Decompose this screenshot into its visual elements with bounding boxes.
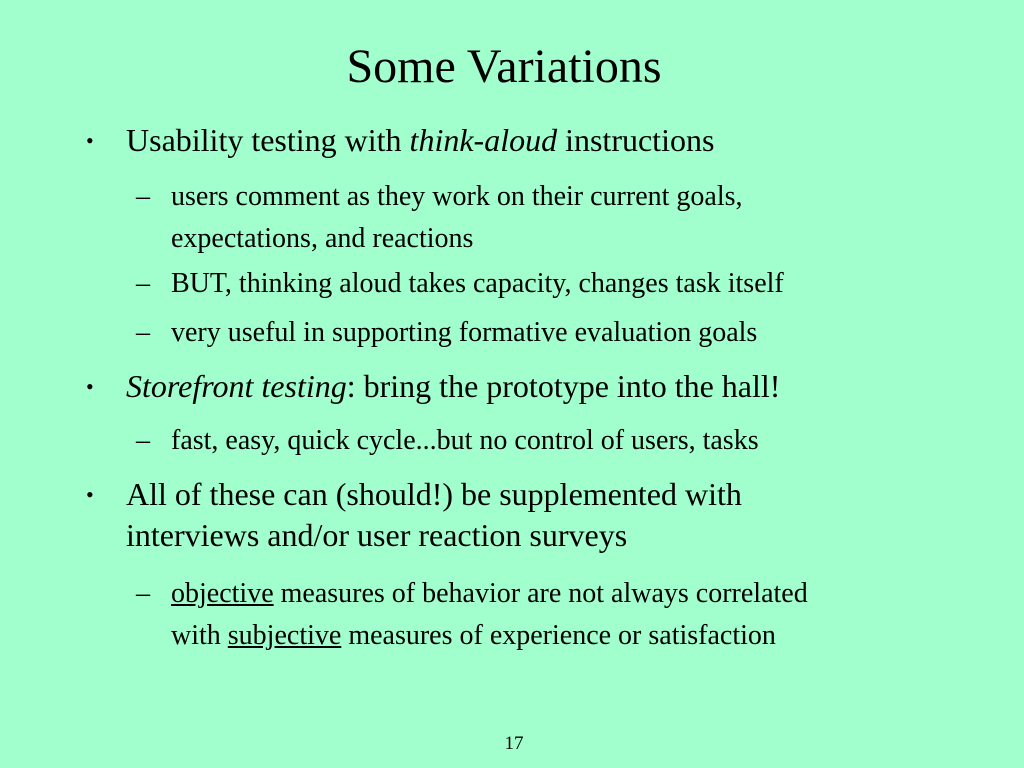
dash-icon: –: [136, 268, 150, 299]
slide-title: Some Variations: [346, 40, 662, 93]
page-number: 17: [504, 733, 524, 754]
text-line: All of these can (should!) be supplemented with: [126, 476, 742, 512]
text-segment: measures of behavior are not always correlated: [273, 578, 808, 609]
dash-icon: –: [136, 425, 150, 456]
text-segment: measures of experience or satisfaction: [341, 620, 776, 651]
text-line: users comment as they work on their current goals,: [171, 181, 743, 212]
bullet-icon: •: [86, 128, 94, 153]
underlined-subjective: subjective: [227, 620, 342, 651]
sub-bullet-text: [171, 176, 966, 260]
text-line: expectations, and reactions: [171, 223, 474, 254]
bullet-text: [126, 120, 966, 161]
bullet-icon: •: [86, 482, 94, 507]
text-segment: : bring the prototype into the hall!: [346, 368, 781, 404]
dash-icon: –: [136, 181, 150, 212]
text-segment: with: [171, 620, 228, 651]
sub-bullet-text: BUT, thinking aloud takes capacity, changes task itself: [171, 268, 784, 299]
text-line: interviews and/or user reaction surveys: [126, 517, 628, 553]
bullet-text: [126, 366, 966, 407]
emphasis-think-aloud: think-aloud: [409, 122, 558, 158]
text-segment: Usability testing with: [126, 122, 410, 158]
bullet-text: [126, 474, 966, 556]
text-segment: instructions: [557, 122, 715, 158]
dash-icon: –: [136, 317, 150, 348]
emphasis-storefront: Storefront testing: [126, 368, 347, 404]
sub-bullet-text: very useful in supporting formative evaluation goals: [171, 317, 758, 348]
bullet-icon: •: [86, 374, 94, 399]
underlined-objective: objective: [171, 578, 274, 609]
sub-bullet-text: [171, 573, 966, 657]
dash-icon: –: [136, 578, 150, 609]
sub-bullet-text: fast, easy, quick cycle...but no control of users, tasks: [171, 425, 759, 456]
